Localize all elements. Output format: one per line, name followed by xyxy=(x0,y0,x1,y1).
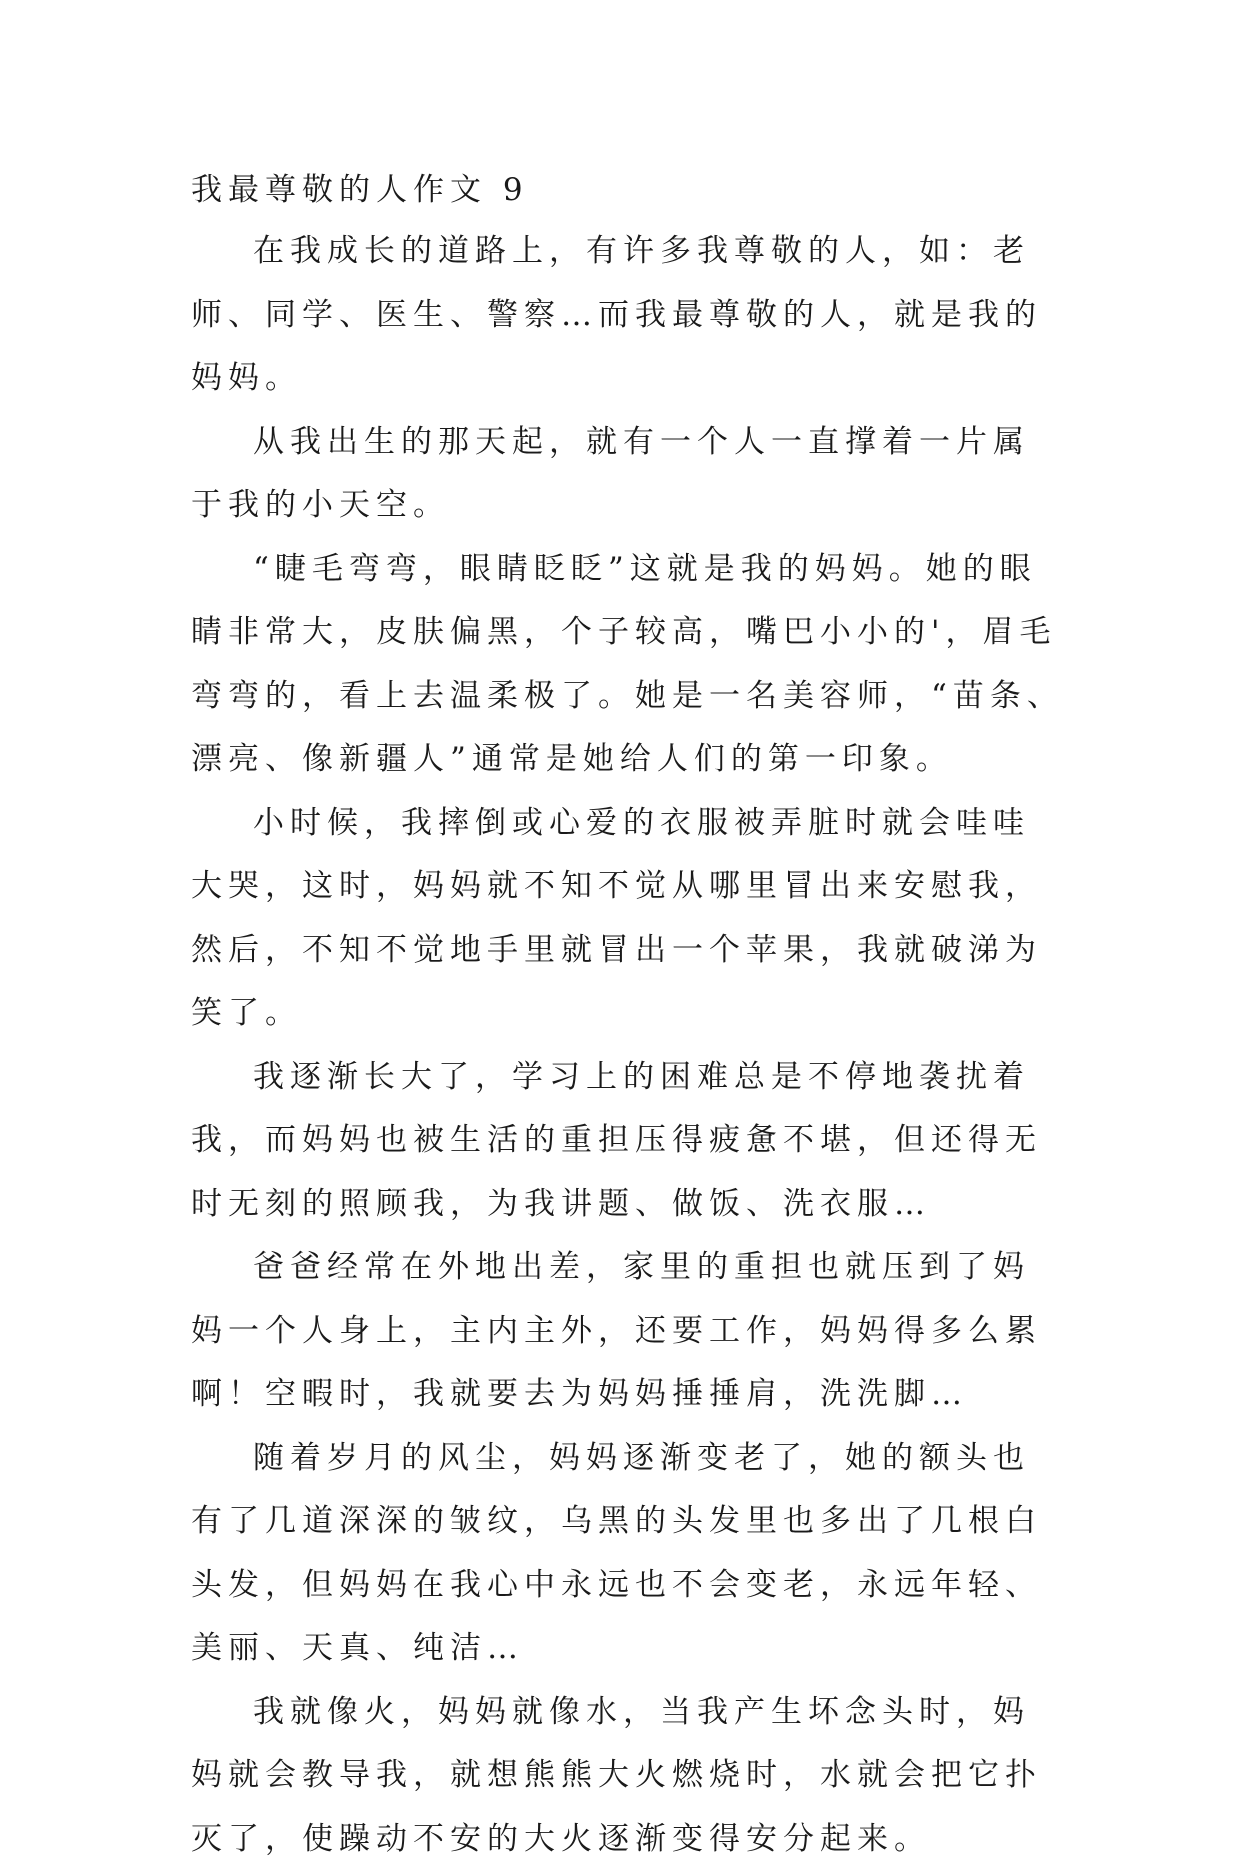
paragraph: 在我成长的道路上，有许多我尊敬的人，如：老师、同学、医生、警察…而我最尊敬的人，就是我的妈妈。 xyxy=(191,220,1066,411)
paragraph: “睫毛弯弯，眼睛眨眨”这就是我的妈妈。她的眼睛非常大，皮肤偏黑，个子较高，嘴巴小小的'，眉毛弯弯的，看上去温柔极了。她是一名美容师，“苗条、漂亮、像新疆人”通常是她给人们的第一印象。 xyxy=(191,538,1066,792)
paragraph: 爸爸经常在外地出差，家里的重担也就压到了妈妈一个人身上，主内主外，还要工作，妈妈得多么累啊！空暇时，我就要去为妈妈捶捶肩，洗洗脚… xyxy=(191,1236,1066,1427)
paragraph: 我逐渐长大了，学习上的困难总是不停地袭扰着我，而妈妈也被生活的重担压得疲惫不堪，但还得无时无刻的照顾我，为我讲题、做饭、洗衣服… xyxy=(191,1046,1066,1237)
document-title: 我最尊敬的人作文 9 xyxy=(191,160,1066,220)
paragraph: 从我出生的那天起，就有一个人一直撑着一片属于我的小天空。 xyxy=(191,411,1066,538)
paragraph: 我就像火，妈妈就像水，当我产生坏念头时，妈妈就会教导我，就想熊熊大火燃烧时，水就会把它扑灭了，使躁动不安的大火逐渐变得安分起来。 xyxy=(191,1681,1066,1871)
document-body xyxy=(191,160,1066,1871)
paragraph: 小时候，我摔倒或心爱的衣服被弄脏时就会哇哇大哭，这时，妈妈就不知不觉从哪里冒出来安慰我，然后，不知不觉地手里就冒出一个苹果，我就破涕为笑了。 xyxy=(191,792,1066,1046)
paragraph: 随着岁月的风尘，妈妈逐渐变老了，她的额头也有了几道深深的皱纹，乌黑的头发里也多出了几根白头发，但妈妈在我心中永远也不会变老，永远年轻、美丽、天真、纯洁… xyxy=(191,1427,1066,1681)
